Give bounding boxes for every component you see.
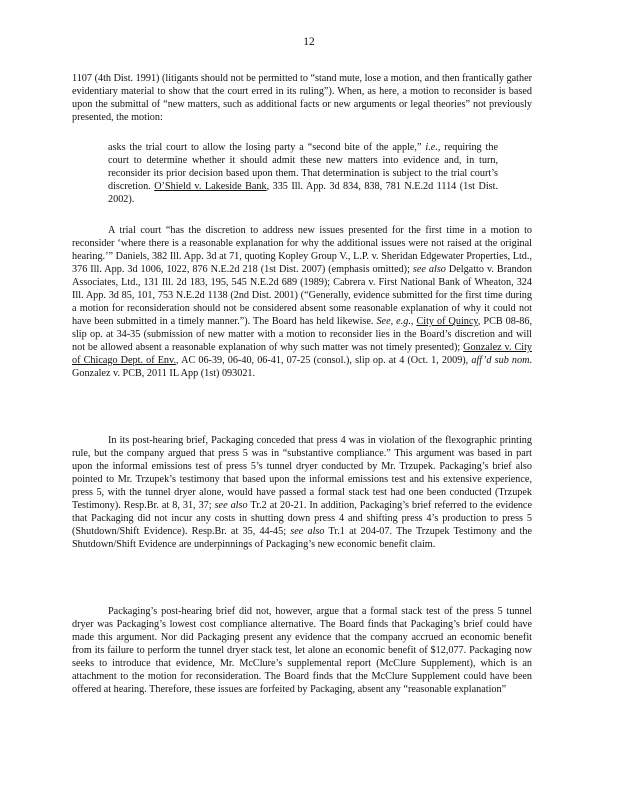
paragraph-post-hearing-text	[72, 434, 532, 551]
paragraph-intro	[72, 72, 532, 124]
case-gonzalez: Gonzalez v. City of Chicago Dept. of Env.	[72, 342, 532, 366]
trial-text-4: , PCB 08-86, slip op. at 34-35 (submission of new matter with a motion to reconsider lies in the Board’s discretion and will not be allowed absent a reasonable explanation of why such matter was not timely presented);	[72, 316, 532, 353]
posthearing-text-1: In its post-hearing brief, Packaging conceded that press 4 was in violation of the flexographic printing rule, but the company argued that press 5 was in “substantive compliance.” This argument was based in part upon the informal emissions test of press 5’s tunnel dryer conducted by Mr. Trzupek. Packaging’s brief also pointed to Mr. Trzupek’s testimony that based upon the informal emissions test and his extensive experience, press 5, with the tunnel dryer alone, would have passed a formal stack test had one been conducted (Trzupek Testimony). Resp.Br. at 8, 31, 37;	[72, 435, 532, 511]
posthearing-text-2: Tr.2 at 20-21. In addition, Packaging’s brief referred to the evidence that Packaging did not incur any costs in shutting down press 4 and shifting press 4’s production to press 5 (Shutdown/Shift Evidence). Resp.Br. at 35, 44-45;	[72, 500, 532, 537]
quote-citation: , 335 Ill. App. 3d 834, 838, 781 N.E.2d 1114 (1st Dist. 2002).	[108, 181, 499, 205]
page-number: 12	[303, 36, 315, 48]
signal-see-eg: See, e.g.	[376, 316, 411, 327]
paragraph-trial-court	[72, 224, 532, 380]
block-quote-text	[108, 141, 498, 206]
posthearing-text-3: Tr.1 at 204-07. The Trzupek Testimony and the Shutdown/Shift Evidence are underpinnings of Packaging’s new economic benefit claim.	[72, 526, 532, 550]
paragraph-post-hearing	[72, 434, 532, 551]
paragraph-intro-text: 1107 (4th Dist. 1991) (litigants should not be permitted to “stand mute, lose a motion, and then frantically gather evidentiary material to show that the court erred in its ruling”). When, as here, a motion to reconsider is based upon the submittal of “new matters, such as additional facts or new arguments or legal theories” not previously presented, the motion:	[72, 73, 532, 123]
block-quote	[108, 141, 498, 206]
quote-text-before: asks the trial court to allow the losing party a “second bite of the apple,”	[108, 142, 426, 153]
signal-see-also: see also	[412, 264, 446, 275]
paragraph-trial-court-text	[72, 224, 532, 380]
case-city-of-quincy: City of Quincy	[416, 316, 478, 327]
signal-see-also-3: see also	[290, 526, 325, 537]
trial-text-1: A trial court “has the discretion to address new issues presented for the first time in a motion to reconsider ‘where there is a reasonable explanation for why the additional issues were not raised at the original hearing.’” Daniels, 382 Ill. App. 3d at 71, quoting Kopley Group V., L.P. v. Sheridan Edgewater Properties, Ltd., 376 Ill. App. 3d 1006, 1022, 876 N.E.2d 218 (1st Dist. 2007) (emphasis omitted);	[72, 225, 532, 275]
paragraph-packaging-brief	[72, 605, 532, 696]
signal-affd: aff’d	[471, 355, 492, 366]
signal-see-also-2: see also	[214, 500, 248, 511]
paragraph-packaging-brief-text: Packaging’s post-hearing brief did not, however, argue that a formal stack test of the press 5 tunnel dryer was Packaging’s lowest cost compliance alternative. The Board finds that Packaging’s brief could have made this argument. Nor did Packaging present any evidence that the company accrued an economic benefit from its failure to perform the tunnel dryer stack test, let alone an economic benefit of $12,077. Packaging now seeks to introduce that evidence, Mr. McClure’s supplemental report (McClure Supplement), which is an attachment to the motion for reconsideration. The Board finds that the McClure Supplement could have been offered at hearing. Therefore, these issues are forfeited by Packaging, absent any “reasonable explanation”	[72, 606, 532, 695]
trial-text-3: ,	[410, 316, 417, 327]
quote-case-name: O’Shield v. Lakeside Bank	[154, 181, 267, 192]
quote-ie: i.e.,	[425, 142, 441, 153]
trial-text-2: Delgatto v. Brandon Associates, Ltd., 131 Ill. 2d 183, 195, 545 N.E.2d 689 (1989); Cabrera v. First National Bank of Wheaton, 324 Ill. App. 3d 85, 101, 753 N.E.2d 1138 (2nd Dist. 2001) (“Generally, evidence submitted for the first time during a motion for reconsideration should not be considered absent some reasonable explanation of why it could not have been submitted in a timely manner.”). The Board has held likewise.	[72, 264, 532, 327]
signal-sub-nom: sub nom	[494, 355, 530, 366]
trial-text-6: . Gonzalez v. PCB, 2011 IL App (1st) 093021.	[72, 355, 532, 379]
quote-text-middle: requiring the court to determine whether it should admit these new matters into evidence and, in turn, reconsider its prior decision based upon them. That determination is subject to the trial court’s discretion.	[108, 142, 499, 192]
trial-text-5: , AC 06-39, 06-40, 06-41, 07-25 (consol.), slip op. at 4 (Oct. 1, 2009),	[176, 355, 472, 366]
